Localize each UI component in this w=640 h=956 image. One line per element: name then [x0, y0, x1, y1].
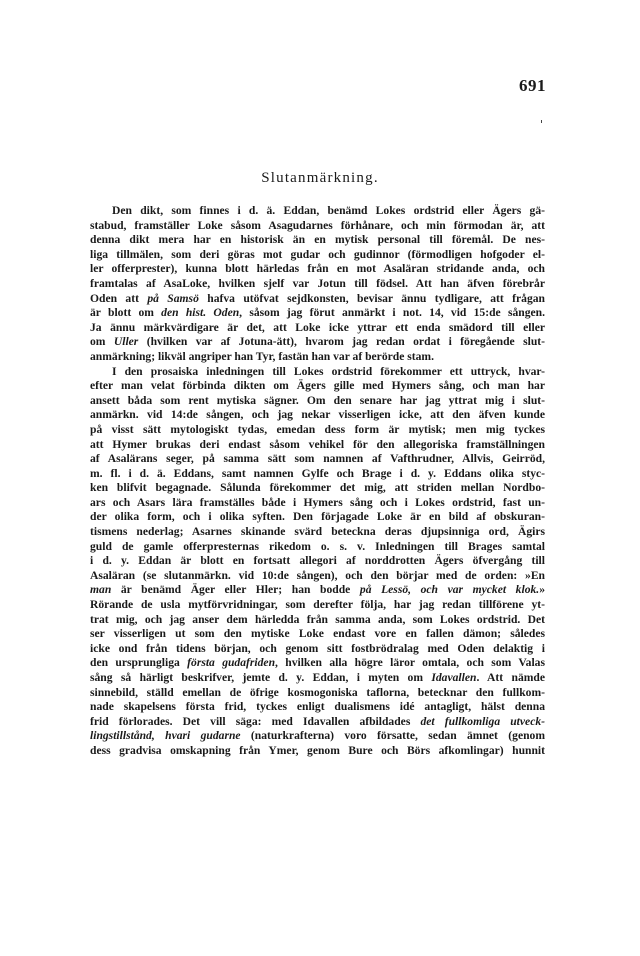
text-line: lingstillstånd, hvari gudarne (naturkrafterna) voro försatte, sedan ämnet (genom [90, 729, 545, 743]
text-line: trat mig, och jag anser dem härledda från samma anda, som Lokes ordstrid. Det [90, 612, 545, 626]
text-line: tismens nederlag; Asarnes skinande svärd beteckna deras djupsinniga ord, Ägirs [90, 525, 545, 539]
text-line: framtalas af AsaLoke, hvilken sjelf var Jotun till födsel. Att han äfven förebrår [90, 276, 545, 290]
text-line: Den dikt, som finnes i d. ä. Eddan, benämd Lokes ordstrid eller Ägers gä- [112, 204, 545, 217]
print-speck [541, 120, 542, 123]
text-line: den ursprungliga första gudafriden, hvilken alla högre läror omtala, och som Valas [90, 656, 545, 670]
text-line: Oden att på Samsö hafva utöfvat sejdkonsten, bevisar ännu tydligare, att frågan [90, 291, 545, 305]
text-line: om Uller (hvilken var af Jotuna-ätt), hvarom jag redan ordat i föregående slut- [90, 335, 545, 349]
text-line: efter man velat förbinda dikten om Ägers gille med Hymers sång, och man har [90, 379, 545, 393]
text-line: ansett båda som rent mytiska sägner. Om den senare har jag yttrat mig i slut- [90, 393, 545, 407]
text-line: ser visserligen ut som den mytiske Loke endast vore en fallen dämon; således [90, 627, 545, 641]
text-line: sång så härligt beskrifver, jemte d. y. Eddan, i myten om Idavallen. Att nämde [90, 671, 545, 684]
text-line: frid förlorades. Det vill säga: med Idavallen afbildades det fullkomliga utveck- [90, 714, 545, 728]
section-title: Slutanmärkning. [261, 170, 379, 186]
text-line: sinnebild, ställd emellan de öfrige kosmogoniska taflorna, betecknar den fullkom- [90, 685, 545, 699]
body-text [90, 204, 545, 759]
text-line: guld de gamle offerpresternas rikedom o. s. v. Inledningen till Brages samtal [90, 539, 545, 553]
text-line: ken blifvit begagnade. Sålunda förekommer det mig, att striden mellan Nordbo- [90, 481, 545, 495]
text-line: att Hymer brukas deri endast såsom vehikel för den allegoriska framställningen [90, 437, 545, 451]
text-line: ars och Asars lära framställes både i Hymers sång och i Lokes ordstrid, fast un- [90, 495, 545, 509]
text-line: Ja ännu märkvärdigare är det, att Loke icke yttrar ett enda smädord till eller [90, 320, 545, 334]
text-line: icke ond från tidens början, och genom sitt fostbrödralag med Oden delaktig i [90, 641, 545, 655]
text-line: der olika form, och i olika syften. Den förjagade Loke är en bild af obskuran- [90, 510, 545, 524]
text-line: nade skapelsens första frid, tyckes enligt dualismens idé antagligt, hälst denna [90, 700, 545, 714]
page-number: 691 [519, 76, 546, 95]
text-line: ler offerprester), kunna blott härledas från en mot Asaläran stridande anda, och [90, 262, 545, 276]
text-line: i d. y. Eddan är blott en fortsatt allegori af norddrotten Ägers öfvergång till [90, 554, 545, 568]
text-line: man är benämd Äger eller Hler; han bodde på Lessö, och var mycket klok.» [90, 583, 545, 597]
text-line: anmärkn. vid 14:de sången, och jag nekar visserligen icke, att den äfven kunde [90, 408, 545, 422]
text-line: är blott om den hist. Oden, såsom jag förut anmärkt i not. 14, vid 15:de sången. [90, 306, 545, 320]
text-line: Asaläran (se slutanmärkn. vid 10:de sången), och den börjar med de orden: »En [90, 568, 545, 582]
text-line: m. fl. i d. ä. Eddans, samt namnen Gylfe och Brage i d. y. Eddans olika styc- [90, 466, 545, 480]
text-line: anmärkning; likväl angriper han Tyr, fastän han var af berörde stam. [90, 349, 434, 363]
text-line: af Asalärans seger, på samma sätt som namnen af Vafthrudner, Allvis, Geirröd, [90, 452, 545, 466]
text-line: Rörande de usla mytförvridningar, som derefter följa, har jag redan tillförene yt- [90, 598, 545, 612]
text-line: denna dikt mera har en historisk än en mytisk personal till föremål. De nes- [90, 233, 545, 247]
text-line: dess gradvisa omskapning från Ymer, genom Bure och Börs afkomlingar) hunnit [90, 743, 545, 757]
text-line: liga tillmälen, som deri göras mot gudar och gudinnor (förmodligen hofgoder el- [90, 247, 545, 261]
text-line: I den prosaiska inledningen till Lokes ordstrid förekommer ett uttryck, hvar- [112, 364, 545, 378]
text-line: stabud, framställer Loke såsom Asagudarnes förhånare, och min förmodan är, att [90, 218, 545, 232]
text-line: på visst sätt mytologiskt tydas, emedan dess form är mytisk; men mig tyckes [90, 422, 545, 436]
